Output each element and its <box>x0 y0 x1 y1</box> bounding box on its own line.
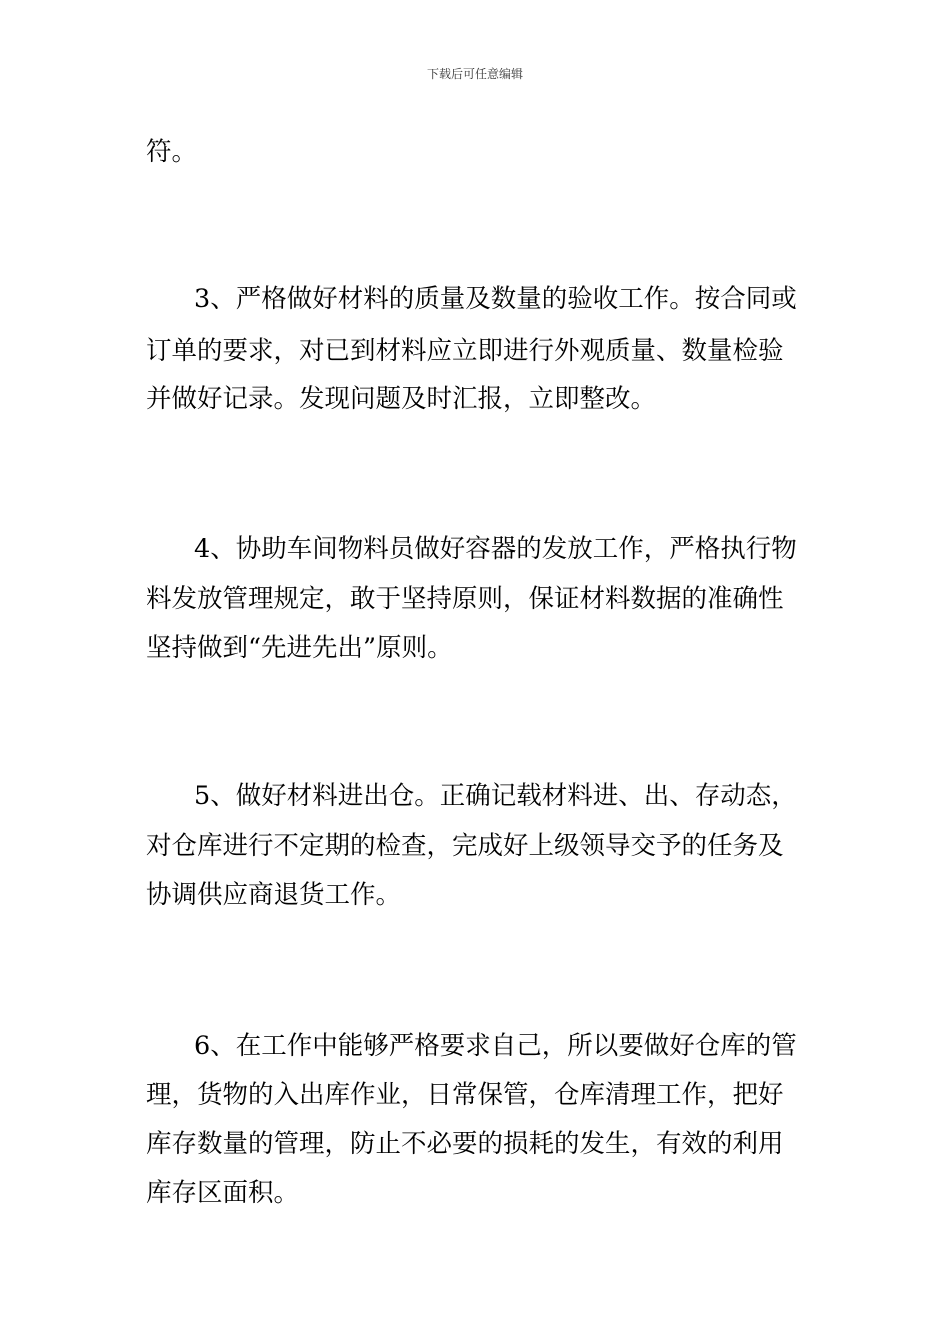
text-line: 3、严格做好材料的质量及数量的验收工作。按合同或 <box>194 284 797 314</box>
text-line: 坚持做到“先进先出”原则。 <box>146 633 453 663</box>
text-line: 订单的要求，对已到材料应立即进行外观质量、数量检验 <box>146 336 784 366</box>
text-line: 理，货物的入出库作业，日常保管，仓库清理工作，把好 <box>146 1080 784 1110</box>
page-header: 下载后可任意编辑 <box>426 67 523 81</box>
text-line: 料发放管理规定，敢于坚持原则，保证材料数据的准确性 <box>146 584 784 614</box>
text-line: 库存数量的管理，防止不必要的损耗的发生，有效的利用 <box>146 1129 784 1159</box>
text-line: 协调供应商退货工作。 <box>146 880 402 910</box>
text-line: 库存区面积。 <box>146 1178 300 1208</box>
text-line: 对仓库进行不定期的检查，完成好上级领导交予的任务及 <box>146 831 784 861</box>
text-line: 并做好记录。发现问题及时汇报，立即整改。 <box>146 384 657 414</box>
text-line: 6、在工作中能够严格要求自己，所以要做好仓库的管 <box>194 1031 797 1061</box>
text-line: 5、做好材料进出仓。正确记载材料进、出、存动态， <box>194 781 797 811</box>
text-line: 4、协助车间物料员做好容器的发放工作，严格执行物 <box>194 534 797 564</box>
text-line: 符。 <box>146 137 198 167</box>
